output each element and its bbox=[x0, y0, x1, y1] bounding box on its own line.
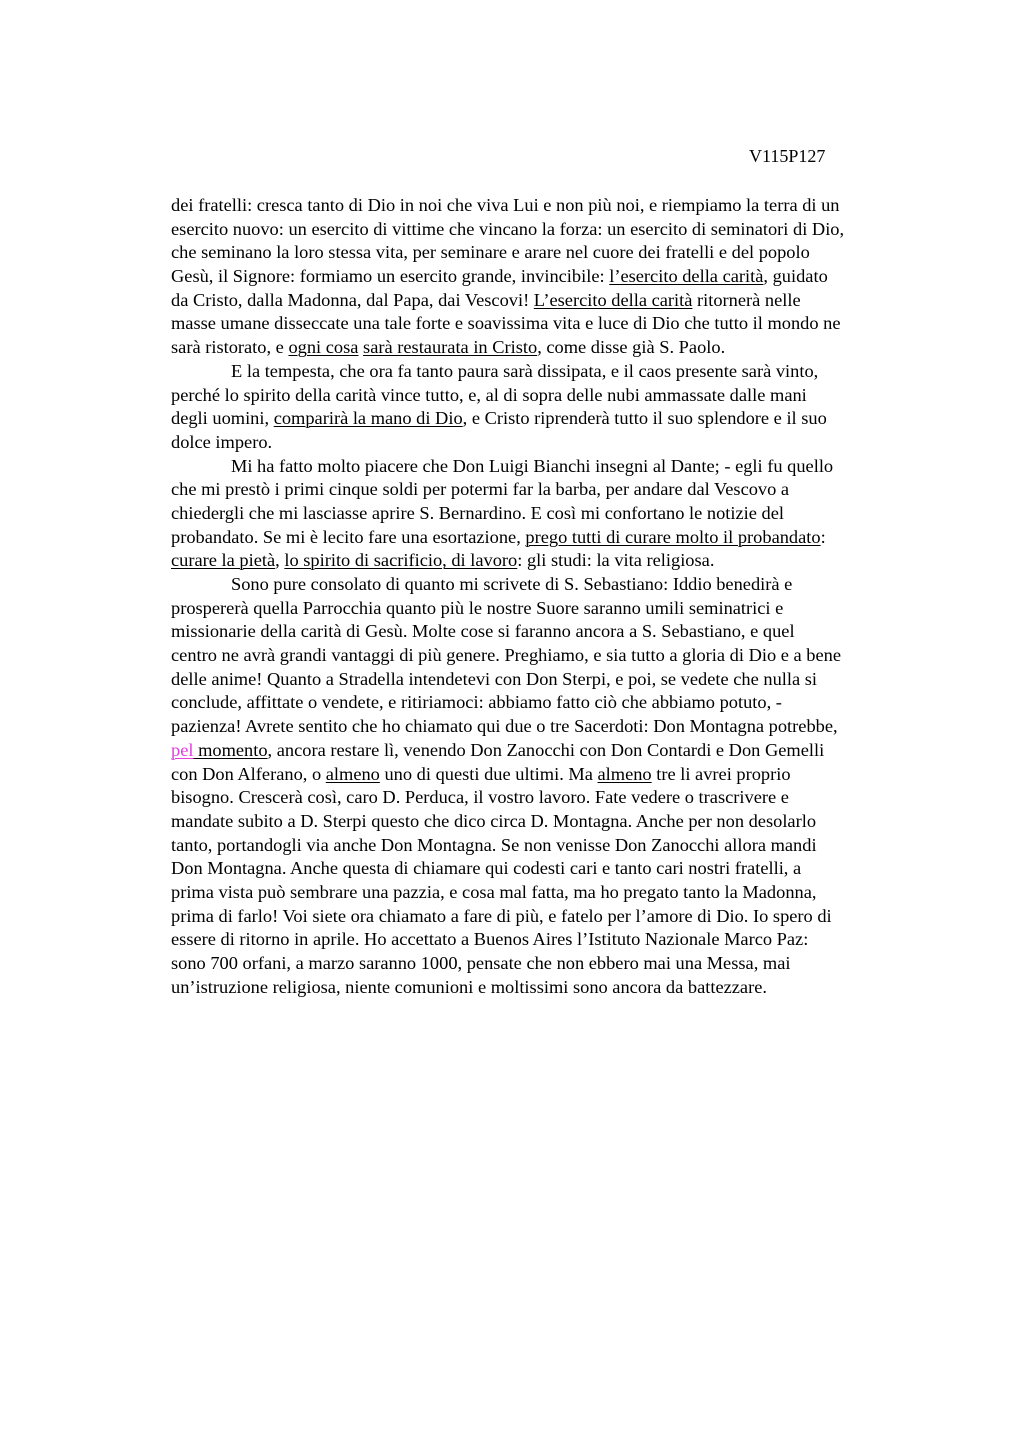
text-line bbox=[171, 478, 941, 502]
text-line bbox=[171, 573, 941, 597]
text-line bbox=[171, 668, 941, 692]
underlined-text: almeno bbox=[597, 763, 652, 784]
text-line bbox=[171, 739, 941, 763]
text-segment: pazienza! Avrete sentito che ho chiamato qui due o tre Sacerdoti: Don Montagna potrebbe, bbox=[171, 716, 838, 737]
text-line bbox=[171, 360, 941, 384]
text-segment: dolce impero. bbox=[171, 431, 273, 452]
text-line bbox=[171, 407, 941, 431]
text-segment: da Cristo, dalla Madonna, dal Papa, dai Vescovi! bbox=[171, 289, 534, 310]
text-line bbox=[171, 881, 941, 905]
text-segment: centro ne avrà grandi vantaggi di più genere. Preghiamo, e sia tutto a gloria di Dio e a bene bbox=[171, 645, 842, 666]
letter-body bbox=[171, 194, 941, 999]
text-line bbox=[171, 289, 941, 313]
text-segment: prima di farlo! Voi siete ora chiamato a fare di più, e fatelo per l’amore di Dio. Io spero di bbox=[171, 905, 832, 926]
text-segment: degli uomini, bbox=[171, 408, 274, 429]
underlined-text: prego tutti di curare molto il probandato bbox=[525, 526, 821, 547]
text-line bbox=[171, 928, 941, 952]
text-segment: masse umane disseccate una tale forte e soavissima vita e luce di Dio che tutto il mondo ne bbox=[171, 313, 841, 334]
text-segment: delle anime! Quanto a Stradella intendetevi con Don Sterpi, e poi, se vedete che nulla si bbox=[171, 668, 818, 689]
underlined-text: almeno bbox=[325, 763, 380, 784]
text-segment: che mi prestò i primi cinque soldi per potermi far la barba, per andare dal Vescovo a bbox=[171, 479, 790, 500]
text-segment: , ancora restare lì, venendo Don Zanocchi con Don Contardi e Don Gemelli bbox=[267, 739, 825, 760]
text-line bbox=[171, 384, 941, 408]
text-segment: Mi ha fatto molto piacere che Don Luigi Bianchi insegni al Dante; - egli fu quello bbox=[231, 455, 834, 476]
text-line bbox=[171, 952, 941, 976]
text-line bbox=[171, 834, 941, 858]
underlined-text: ogni cosa bbox=[288, 337, 359, 358]
text-line bbox=[171, 810, 941, 834]
text-segment: : gli studi: la vita religiosa. bbox=[517, 550, 715, 571]
underlined-text: lo spirito di sacrificio, di lavoro bbox=[284, 550, 518, 571]
text-line bbox=[171, 431, 941, 455]
text-segment: E la tempesta, che ora fa tanto paura sarà dissipata, e il caos presente sarà vinto, bbox=[231, 360, 819, 381]
text-segment: probandato. Se mi è lecito fare una esortazione, bbox=[171, 526, 526, 547]
text-segment: : bbox=[820, 526, 826, 547]
text-segment: sarà ristorato, e bbox=[171, 337, 289, 358]
text-line bbox=[171, 502, 941, 526]
text-segment: sono 700 orfani, a marzo saranno 1000, pensate che non ebbero mai una Messa, mai bbox=[171, 953, 791, 973]
text-segment: mandate subito a D. Sterpi questo che dico circa D. Montagna. Anche per non desolarlo bbox=[171, 810, 817, 831]
text-segment: , e Cristo riprenderà tutto il suo splendore e il suo bbox=[462, 408, 827, 429]
text-line bbox=[171, 455, 941, 479]
text-segment: Sono pure consolato di quanto mi scrivete di S. Sebastiano: Iddio benedirà e bbox=[231, 574, 793, 594]
text-line bbox=[171, 905, 941, 929]
underlined-text: L’esercito della carità bbox=[533, 289, 693, 310]
underlined-text: sarà restaurata in Cristo bbox=[363, 337, 538, 358]
text-segment: dei fratelli: cresca tanto di Dio in noi che viva Lui e non più noi, e riempiamo la terra di un bbox=[171, 195, 840, 215]
text-segment: missionarie della carità di Gesù. Molte cose si faranno ancora a S. Sebastiano, e quel bbox=[171, 621, 795, 642]
underlined-text: l’esercito della carità bbox=[609, 266, 764, 287]
text-line bbox=[171, 691, 941, 715]
underlined-text: pel bbox=[171, 739, 194, 760]
text-line bbox=[171, 265, 941, 289]
text-segment: che seminano la loro stessa vita, per seminare e arare nel cuore dei fratelli e del popolo bbox=[171, 242, 810, 263]
text-segment: Gesù, il Signore: formiamo un esercito grande, invincibile: bbox=[171, 266, 610, 287]
underlined-text: curare la pietà bbox=[171, 550, 276, 571]
text-line bbox=[171, 336, 941, 360]
text-line bbox=[171, 194, 941, 218]
text-segment: tanto, portandogli via anche Don Montagna. Se non venisse Don Zanocchi allora mandi bbox=[171, 834, 817, 855]
text-line bbox=[171, 549, 941, 573]
text-segment: prospererà quella Parrocchia quanto più le nostre Suore saranno umili seminatrici e bbox=[171, 597, 784, 618]
text-line bbox=[171, 312, 941, 336]
text-line bbox=[171, 763, 941, 787]
text-segment: tre li avrei proprio bbox=[651, 763, 791, 784]
text-segment: , bbox=[275, 550, 285, 571]
text-segment: essere di ritorno in aprile. Ho accettato a Buenos Aires l’Istituto Nazionale Marco Paz: bbox=[171, 929, 809, 950]
text-segment: ritornerà nelle bbox=[692, 289, 801, 310]
text-segment: esercito nuovo: un esercito di vittime che vincano la forza: un esercito di seminatori di Dio, bbox=[171, 218, 845, 239]
text-line bbox=[171, 644, 941, 668]
text-line bbox=[171, 715, 941, 739]
underlined-text: comparirà la mano di Dio bbox=[273, 408, 463, 429]
text-segment: prima vista può sembrare una pazzia, e cosa mal fatta, ma ho pregato tanto la Madonna, bbox=[171, 881, 817, 902]
text-line bbox=[171, 786, 941, 810]
text-segment: Don Montagna. Anche questa di chiamare qui codesti cari e tanto cari nostri fratelli, a bbox=[171, 858, 802, 879]
text-segment: chiedergli che mi lasciasse aprire S. Bernardino. E così mi confortano le notizie del bbox=[171, 502, 784, 523]
text-segment: con Don Alferano, o bbox=[171, 763, 326, 784]
text-line bbox=[171, 857, 941, 881]
text-segment: bisogno. Crescerà così, caro D. Perduca, il vostro lavoro. Fate vedere o trascrivere e bbox=[171, 787, 789, 808]
page-identifier: V115P127 bbox=[749, 146, 826, 166]
text-segment: , come disse già S. Paolo. bbox=[537, 337, 726, 358]
text-segment: perché lo spirito della carità vince tutto, e, al di sopra delle nubi ammassate dalle mani bbox=[171, 384, 807, 405]
text-line bbox=[171, 620, 941, 644]
text-line bbox=[171, 526, 941, 550]
text-line bbox=[171, 597, 941, 621]
underlined-text: momento bbox=[198, 739, 268, 760]
text-line bbox=[171, 976, 941, 1000]
text-segment: , guidato bbox=[763, 266, 828, 287]
text-segment: un’istruzione religiosa, niente comunioni e moltissimi sono ancora da battezzare. bbox=[171, 976, 767, 997]
text-segment: conclude, affittate o vendete, e ritiriamoci: abbiamo fatto ciò che abbiamo potuto, - bbox=[171, 692, 782, 713]
text-segment: uno di questi due ultimi. Ma bbox=[379, 763, 598, 784]
text-line bbox=[171, 241, 941, 265]
text-line bbox=[171, 218, 941, 242]
